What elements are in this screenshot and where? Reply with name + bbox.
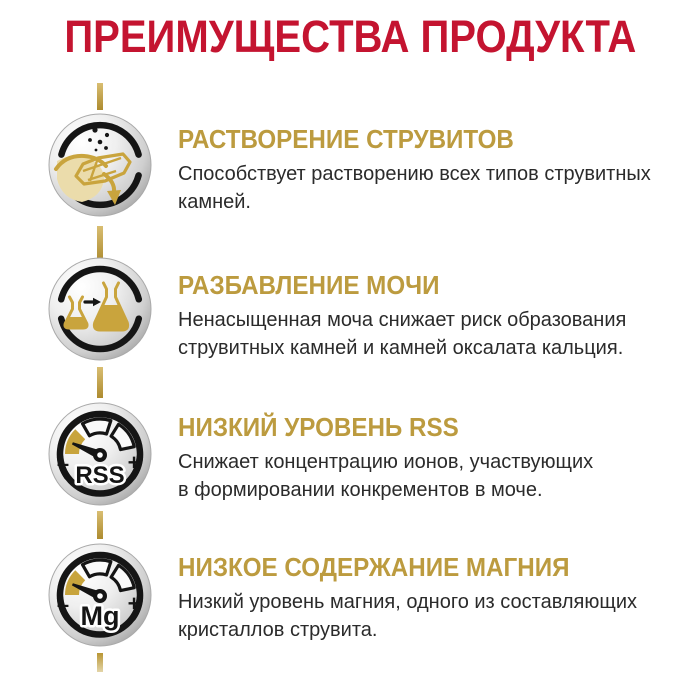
- urine-dilution-icon: [48, 257, 152, 361]
- connector-line-segment: [97, 367, 103, 398]
- connector-line-segment: [97, 511, 103, 539]
- page-title: ПРЕИМУЩЕСТВА ПРОДУКТА: [63, 11, 636, 62]
- benefit-body: [178, 448, 678, 504]
- rss-gauge-label: RSS: [75, 462, 125, 489]
- benefit-heading: РАЗБАВЛЕНИЕ МОЧИ: [178, 270, 440, 300]
- benefit-body: [178, 588, 678, 644]
- benefit-body-line: Ненасыщенная моча снижает риск образования: [178, 309, 627, 332]
- benefit-heading: НИЗКОЕ СОДЕРЖАНИЕ МАГНИЯ: [178, 552, 570, 582]
- benefit-body-line: кристаллов струвита.: [178, 619, 378, 642]
- struvite-dissolution-icon: [48, 113, 152, 217]
- plus-sign: +: [127, 450, 141, 475]
- benefit-body-line: в формировании конкрементов в моче.: [178, 479, 543, 502]
- minus-sign: –: [56, 451, 70, 476]
- benefit-section-urine-dilution: [178, 270, 678, 362]
- connector-line-segment: [97, 83, 103, 110]
- benefit-section-struvite-dissolution: [178, 124, 678, 216]
- rss-gauge-icon: [48, 402, 152, 506]
- benefit-body-line: камней.: [178, 191, 251, 214]
- magnesium-gauge-icon: [48, 543, 152, 647]
- connector-line-segment: [97, 653, 103, 672]
- benefit-section-low-rss: [178, 412, 678, 504]
- benefit-body: [178, 306, 678, 362]
- benefit-body-line: струвитных камней и камней оксалата кальция.: [178, 337, 624, 360]
- minus-sign: –: [56, 592, 70, 617]
- benefit-body-line: Способствует растворению всех типов струвитных: [178, 163, 651, 186]
- plus-sign: +: [127, 591, 141, 616]
- benefit-body: [178, 160, 678, 216]
- benefit-section-low-magnesium: [178, 552, 678, 644]
- benefit-body-line: Низкий уровень магния, одного из составляющих: [178, 591, 637, 614]
- benefit-heading: НИЗКИЙ УРОВЕНЬ RSS: [178, 412, 459, 442]
- mg-gauge-label: Mg: [80, 601, 120, 631]
- benefit-heading: РАСТВОРЕНИЕ СТРУВИТОВ: [178, 124, 514, 154]
- benefit-body-line: Снижает концентрацию ионов, участвующих: [178, 451, 594, 474]
